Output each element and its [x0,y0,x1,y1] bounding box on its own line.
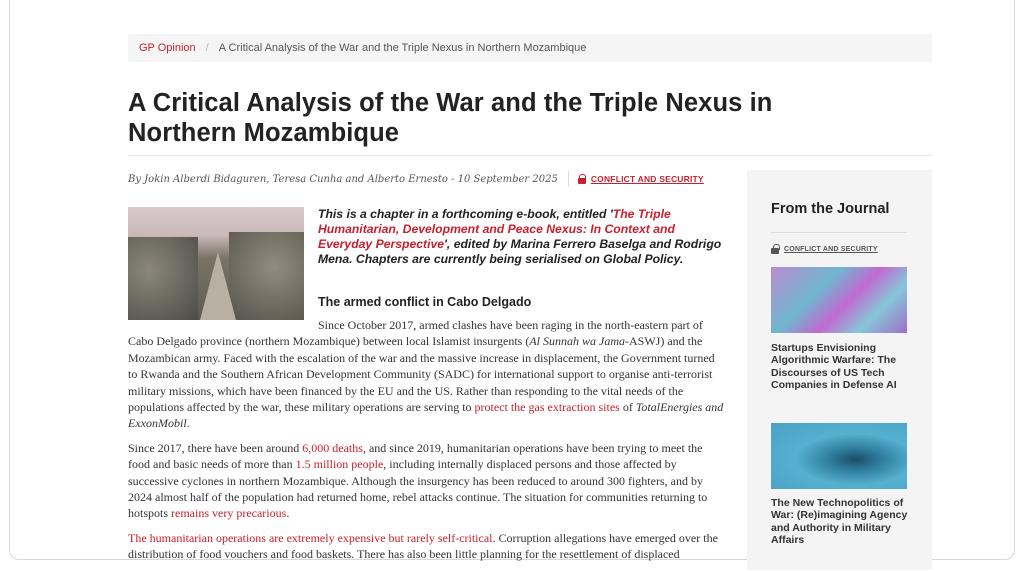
article-body [128,317,726,571]
text: of [619,400,636,415]
category-label: CONFLICT AND SECURITY [590,174,704,184]
paragraph [128,440,726,522]
ebook-link[interactable]: The Triple Humanitarian, Development and Peace Nexus: In Context and Everyday Perspective [318,207,675,251]
text: -ASWJ) and the Mozambican army. Faced with the escalation of the war and the massive increase in displacement, the Government turned to Rwanda and the Southern African Development Community (SADC) for international support to organise anti-terrorist military missions, which have been financed by the EU and the US. Rather than responding to the vital needs of the populations affected by the war, these military operations are serving to [128,334,715,415]
sidebar-title: From the Journal [771,201,890,217]
intro-note [318,207,722,267]
text: Since 2017, there have been around [128,440,303,455]
divider [128,155,932,156]
precarious-link[interactable]: remains very precarious [171,506,287,521]
sidebar-category-link[interactable] [771,244,878,254]
text: . [286,506,290,521]
section-heading: The armed conflict in Cabo Delgado [318,295,532,309]
byline-text: By Jokin Alberdi Bidaguren, Teresa Cunha and Alberto Ernesto - 10 September 2025 [128,173,558,185]
deaths-link[interactable]: 6,000 deaths [302,440,363,455]
text: . Corruption allegations have emerged over the distribution of food vouchers and food baskets. There has also been little planning for the resettlement of displaced [128,530,718,562]
lock-icon [771,244,779,254]
breadcrumb-separator: / [205,42,209,54]
gas-sites-link[interactable]: protect the gas extraction sites [474,400,620,415]
journal-sidebar [747,170,932,570]
intro-text: This is a chapter in a forthcoming e-book, entitled ' [318,207,613,221]
journal-article-image[interactable] [771,267,907,333]
journal-article-link[interactable]: The New Technopolitics of War: (Re)imagining Agency and Authority in Military Affairs [771,497,908,546]
byline [128,171,704,187]
article-image [128,207,304,320]
breadcrumb-current: A Critical Analysis of the War and the Triple Nexus in Northern Mozambique [218,42,587,54]
intro-text: ', edited by Marina Ferrero Baselga and Rodrigo Mena. Chapters are currently being serialised on Global Policy. [318,237,722,266]
page-title: A Critical Analysis of the War and the Triple Nexus in Northern Mozambique [128,89,773,147]
text: , and since 2019, humanitarian operations have been trying to meet the food and basic needs of more than [128,440,703,472]
text: , including internally displaced persons and those affected by successive cyclones in northern Mozambique. Although the insurgency has been reduced to around 300 fighters, and by 2024 almost half of the population had returned home, rebel attacks continue. The situation for communities returning to hotspots [128,457,708,521]
divider [771,232,907,233]
journal-article-image[interactable] [771,423,907,489]
text: Al Sunnah wa Jama [529,334,626,349]
journal-article-link[interactable]: Startups Envisioning Algorithmic Warfare: The Discourses of US Tech Companies in Defense AI [771,342,897,391]
byline-divider [568,171,569,187]
text: TotalEnergies and ExxonMobil [128,400,724,431]
category-label: CONFLICT AND SECURITY [784,245,878,253]
paragraph [128,530,726,563]
lock-icon [578,174,586,184]
people-link[interactable]: 1.5 million people [295,457,384,472]
paragraph [128,317,726,432]
text: Since October 2017, armed clashes have been raging in the north-eastern part of Cabo Delgado province (northern Mozambique) between local Islamist insurgents ( [128,318,703,349]
category-link[interactable] [578,174,704,184]
humanitarian-ops-link[interactable]: The humanitarian operations are extremely expensive but rarely self-critical [128,530,493,545]
breadcrumb [128,34,932,62]
breadcrumb-home-link[interactable]: GP Opinion [139,42,196,54]
text: . [186,416,190,431]
